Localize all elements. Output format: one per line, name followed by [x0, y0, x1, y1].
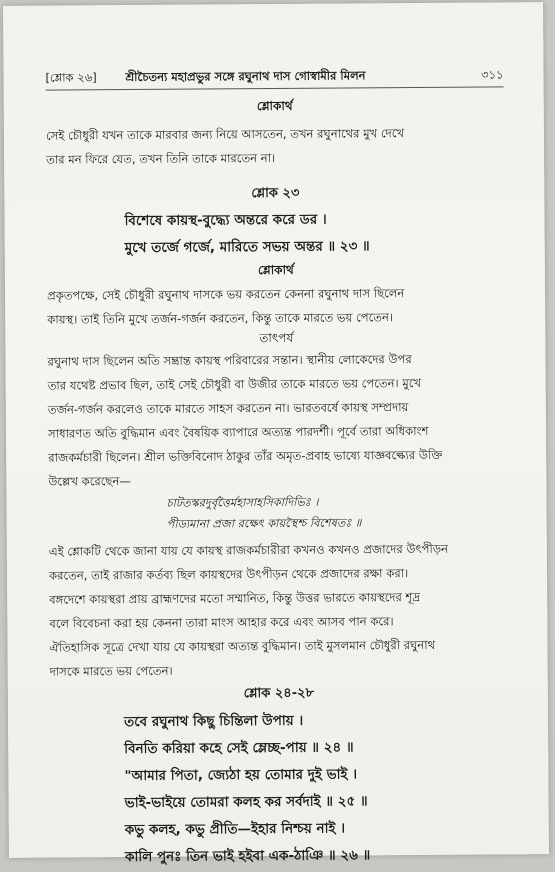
text-line: তার মন ফিরে যেত, তখন তিনি তাকে মারতেন না।	[46, 150, 276, 167]
text-line: বঙ্গদেশে কায়স্থরা প্রায় ব্রাহ্মণদের মতো সম্মানিত, কিন্তু উত্তর ভারতে কায়স্থদের শূদ্র	[49, 589, 421, 607]
header-chapter-title: শ্রীচৈতন্য মহাপ্রভুর সঙ্গে রঘুনাথ দাস গোস্বামীর মিলন	[125, 68, 366, 85]
text-line: উল্লেখ করেছেন—	[48, 474, 131, 489]
sanskrit-quote	[166, 491, 466, 535]
translation-paragraph	[47, 280, 507, 331]
translation-paragraph	[46, 120, 506, 171]
text-line: দাসকে মারতে ভয় পেতেন।	[49, 663, 173, 679]
text-line: এই শ্লোকটি থেকে জানা যায় যে কায়স্থ রাজকর্মচারীরা কখনও কখনও প্রজাদের উৎপীড়ন	[48, 541, 449, 559]
verse-line: মুখে তর্জে গর্জে, মারিতে সভয় অন্তর ॥ ২৩ ॥	[124, 238, 370, 257]
verse-text	[124, 205, 504, 262]
text-line: ঐতিহাসিক সূত্রে দেখা যায় যে কায়স্থরা অত্যন্ত বুদ্ধিমান। তাই মুসলমান চৌধুরী রঘুনাথ	[49, 637, 436, 655]
translation-heading: শ্লোকার্থ	[256, 98, 293, 114]
text-line: সেই চৌধুরী যখন তাকে মারবার জন্য নিয়ে আসতেন, তখন রঘুনাথের মুখ দেখে	[45, 126, 405, 143]
text-line: রঘুনাথ দাস ছিলেন অতি সম্ভ্রান্ত কায়স্থ পরিবারের সন্তান। স্থানীয় লোকেদের উপর	[47, 352, 412, 369]
verse-text	[124, 706, 505, 871]
book-page	[3, 2, 549, 866]
header-verse-ref: [শ্লোক ২৬]	[45, 70, 97, 85]
text-line: তার যথেষ্ট প্রভাব ছিল, তাই সেই চৌধুরী বা উজীর তাকে মারতে ভয় পেতেন। মুখে	[47, 375, 422, 393]
running-header	[45, 64, 503, 87]
translation-heading: শ্লোকার্থ	[257, 262, 294, 278]
verse-heading: শ্লোক ২৩	[251, 185, 300, 202]
purport-paragraph	[47, 346, 508, 493]
verse-heading: শ্লোক ২৪-২৮	[243, 685, 315, 702]
verse-line: "আমার পিতা, জ্যেঠা হয় তোমার দুই ভাই ।	[124, 766, 358, 785]
text-line: সাধারণত অতি বুদ্ধিমান এবং বৈষয়িক ব্যাপারে অত্যন্ত পারদর্শী। পূর্বে তারা অধিকাংশ	[47, 423, 429, 441]
quote-line: পীড্যমানা প্রজা রক্ষেৎ কায়স্থৈশ্চ বিশেষতঃ ॥	[166, 516, 362, 531]
text-line: কায়স্থ। তাই তিনি মুখে তর্জন-গর্জন করতেন, কিন্তু তাকে মারতে ভয় পেতেন।	[47, 310, 394, 327]
text-line: করতেন, তাই রাজার কর্তব্য ছিল কায়স্থদের উৎপীড়ন থেকে প্রজাদের রক্ষা করা।	[48, 566, 409, 583]
verse-line: ভাই-ভাইয়ে তোমরা কলহ কর সর্বদাই ॥ ২৫ ॥	[124, 793, 368, 812]
verse-line: তবে রঘুনাথ কিছু চিন্তিলা উপায় ।	[123, 712, 304, 731]
purport-paragraph	[49, 536, 510, 683]
page-number: ৩১১	[481, 67, 504, 82]
verse-line: কভু কলহ, কভু প্রীতি—ইহার নিশ্চয় নাই ।	[124, 820, 346, 839]
quote-line: চাটতস্করদুর্বৃত্তৈর্মহাসাহসিকাদিভিঃ ।	[166, 495, 319, 510]
text-line: তর্জন-গর্জন করলেও তাকে মারতে সাহস করতেন না। ভারতবর্ষে কায়স্থ সম্প্রদায়	[47, 400, 409, 417]
text-line: বলে বিবেচনা করা হয় কেননা তারা মাংস আহার করে এবং আসব পান করে।	[49, 614, 394, 631]
text-line: প্রকৃতপক্ষে, সেই চৌধুরী রঘুনাথ দাসকে ভয় করতেন কেননা রঘুনাথ দাস ছিলেন	[47, 286, 405, 303]
text-line: রাজকর্মচারী ছিলেন। শ্রীল ভক্তিবিনোদ ঠাকুর তাঁর অমৃত-প্রবাহ ভাষ্যে যাজ্ঞবল্ক্যের উক্তি	[48, 447, 443, 465]
verse-line: কালি পুনঃ তিন ভাই হইবা এক-ঠাঞি ॥ ২৬ ॥	[124, 847, 371, 866]
purport-heading: তাৎপর্য	[259, 330, 294, 346]
verse-line: বিনতি করিয়া কহে সেই ম্লেচ্ছ-পায় ॥ ২৪ ॥	[124, 739, 354, 758]
verse-line: বিশেষে কায়স্থ-বুদ্ধ্যে অন্তরে করে ডর ।	[124, 211, 327, 230]
